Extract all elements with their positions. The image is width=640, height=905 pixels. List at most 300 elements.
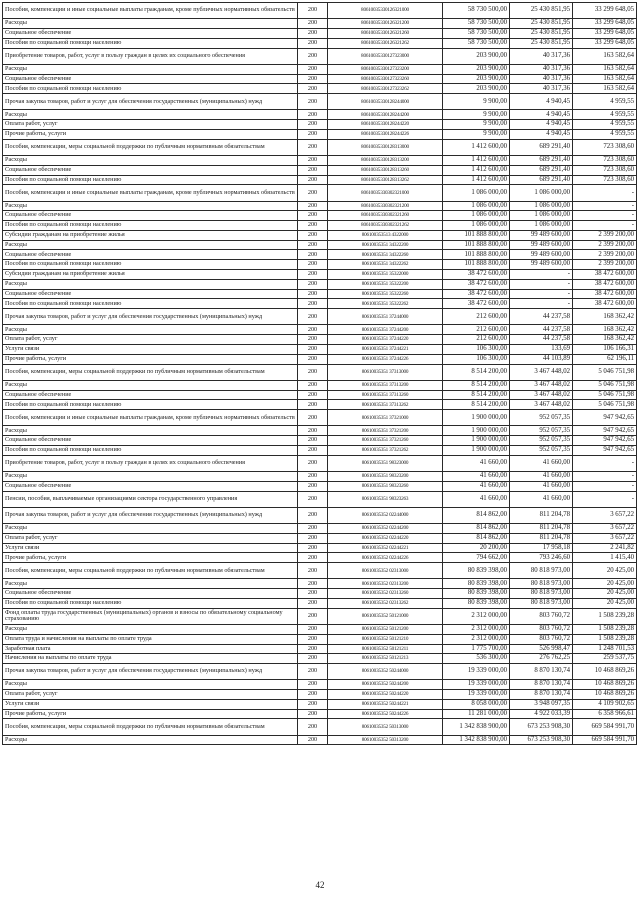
row-code-cell: 200 xyxy=(298,155,328,165)
row-approved-cell: 1 086 000,00 xyxy=(443,185,510,201)
row-executed-cell: 99 489 600,00 xyxy=(510,260,573,270)
row-code-cell: 200 xyxy=(298,507,328,523)
row-name-cell: Расходы xyxy=(3,735,298,745)
row-executed-cell: 8 870 130,74 xyxy=(510,664,573,680)
row-approved-cell: 1 412 600,00 xyxy=(443,175,510,185)
row-name-cell: Пособия по социальной помощи населению xyxy=(3,221,298,231)
row-remaining-cell: 2 399 200,00 xyxy=(573,260,637,270)
table-row xyxy=(3,579,637,589)
table-row xyxy=(3,664,637,680)
row-remaining-cell: 163 582,64 xyxy=(573,48,637,64)
row-executed-cell: 689 291,40 xyxy=(510,139,573,155)
row-code-cell: 200 xyxy=(298,390,328,400)
row-name-cell: Расходы xyxy=(3,279,298,289)
table-row xyxy=(3,240,637,250)
row-remaining-cell: 4 959,55 xyxy=(573,120,637,130)
row-name-cell: Социальное обеспечение xyxy=(3,211,298,221)
table-row xyxy=(3,654,637,664)
row-code-cell: 200 xyxy=(298,533,328,543)
row-remaining-cell: 38 472 600,00 xyxy=(573,299,637,309)
row-approved-cell: 80 839 398,00 xyxy=(443,598,510,608)
row-executed-cell: 952 057,35 xyxy=(510,426,573,436)
table-row xyxy=(3,270,637,280)
table-row xyxy=(3,680,637,690)
table-row xyxy=(3,221,637,231)
row-executed-cell: 41 660,00 xyxy=(510,455,573,471)
table-row xyxy=(3,634,637,644)
row-remaining-cell: 1 415,40 xyxy=(573,553,637,563)
row-name-cell: Прочая закупка товаров, работ и услуг для обеспечения государственных (муниципальных) нужд xyxy=(3,664,298,680)
row-approved-cell: 9 900,00 xyxy=(443,94,510,110)
row-name-cell: Социальное обеспечение xyxy=(3,390,298,400)
row-code-cell: 200 xyxy=(298,553,328,563)
table-row xyxy=(3,589,637,599)
row-remaining-cell: 723 308,60 xyxy=(573,155,637,165)
row-remaining-cell: 168 362,42 xyxy=(573,325,637,335)
row-name-cell: Пенсии, пособия, выплачиваемые организациями сектора государственного управления xyxy=(3,491,298,507)
table-row xyxy=(3,335,637,345)
table-row xyxy=(3,523,637,533)
table-row xyxy=(3,74,637,84)
row-code-cell: 200 xyxy=(298,175,328,185)
row-approved-cell: 41 660,00 xyxy=(443,471,510,481)
row-remaining-cell: 2 399 200,00 xyxy=(573,230,637,240)
row-remaining-cell: 5 046 751,98 xyxy=(573,364,637,380)
table-row xyxy=(3,250,637,260)
table-row xyxy=(3,345,637,355)
row-kbk-cell: 80610035330128313260 xyxy=(328,165,443,175)
row-approved-cell: 38 472 600,00 xyxy=(443,270,510,280)
row-kbk-cell: 80610035352 02244221 xyxy=(328,543,443,553)
row-kbk-cell: 80610035351 37244000 xyxy=(328,309,443,325)
row-remaining-cell: 20 425,00 xyxy=(573,598,637,608)
row-name-cell: Оплата работ, услуг xyxy=(3,120,298,130)
row-executed-cell: 4 940,45 xyxy=(510,129,573,139)
row-executed-cell: 673 253 908,30 xyxy=(510,719,573,735)
row-code-cell: 200 xyxy=(298,325,328,335)
table-row xyxy=(3,699,637,709)
row-remaining-cell: 4 959,55 xyxy=(573,110,637,120)
row-code-cell: 200 xyxy=(298,719,328,735)
row-name-cell: Оплата труда и начисления на выплаты по оплате труда xyxy=(3,634,298,644)
row-executed-cell: 276 762,25 xyxy=(510,654,573,664)
row-remaining-cell: - xyxy=(573,211,637,221)
row-remaining-cell: 947 942,65 xyxy=(573,410,637,426)
row-code-cell: 200 xyxy=(298,589,328,599)
row-code-cell: 200 xyxy=(298,523,328,533)
row-approved-cell: 203 900,00 xyxy=(443,64,510,74)
row-executed-cell: 803 760,72 xyxy=(510,608,573,624)
row-code-cell: 200 xyxy=(298,598,328,608)
row-executed-cell: 25 430 851,95 xyxy=(510,19,573,29)
row-code-cell: 200 xyxy=(298,120,328,130)
table-row xyxy=(3,563,637,579)
row-code-cell: 200 xyxy=(298,289,328,299)
row-executed-cell: 4 940,45 xyxy=(510,120,573,130)
row-kbk-cell: 80610035352 50313200 xyxy=(328,735,443,745)
row-code-cell: 200 xyxy=(298,260,328,270)
row-remaining-cell: 106 166,31 xyxy=(573,345,637,355)
row-executed-cell: 80 818 973,00 xyxy=(510,563,573,579)
row-code-cell: 200 xyxy=(298,165,328,175)
row-kbk-cell: 80610035330127323260 xyxy=(328,74,443,84)
row-executed-cell: 3 467 448,02 xyxy=(510,400,573,410)
row-code-cell: 200 xyxy=(298,471,328,481)
row-remaining-cell: 3 657,22 xyxy=(573,533,637,543)
row-remaining-cell: 669 584 991,70 xyxy=(573,735,637,745)
row-kbk-cell: 80610035352 02313260 xyxy=(328,589,443,599)
row-code-cell: 200 xyxy=(298,185,328,201)
row-remaining-cell: 20 425,00 xyxy=(573,563,637,579)
row-name-cell: Социальное обеспечение xyxy=(3,481,298,491)
row-approved-cell: 8 514 200,00 xyxy=(443,390,510,400)
row-approved-cell: 814 862,00 xyxy=(443,523,510,533)
row-executed-cell: 40 317,36 xyxy=(510,74,573,84)
row-kbk-cell: 80610035330128244200 xyxy=(328,110,443,120)
row-code-cell: 200 xyxy=(298,48,328,64)
row-name-cell: Пособия, компенсации, меры социальной поддержки по публичным нормативным обязательствам xyxy=(3,139,298,155)
row-name-cell: Расходы xyxy=(3,64,298,74)
row-kbk-cell: 80610035351 37321260 xyxy=(328,436,443,446)
row-name-cell: Оплата работ, услуг xyxy=(3,690,298,700)
row-approved-cell: 1 086 000,00 xyxy=(443,211,510,221)
row-kbk-cell: 80610035351 37321200 xyxy=(328,426,443,436)
row-name-cell: Социальное обеспечение xyxy=(3,74,298,84)
row-remaining-cell: 1 248 701,53 xyxy=(573,644,637,654)
row-code-cell: 200 xyxy=(298,680,328,690)
row-remaining-cell: - xyxy=(573,455,637,471)
row-kbk-cell: 80610035330126321260 xyxy=(328,28,443,38)
table-row xyxy=(3,390,637,400)
row-name-cell: Субсидии гражданам на приобретение жилья xyxy=(3,270,298,280)
row-executed-cell: 803 760,72 xyxy=(510,634,573,644)
table-row xyxy=(3,48,637,64)
row-kbk-cell: 80610035330127323200 xyxy=(328,64,443,74)
row-remaining-cell: 723 308,60 xyxy=(573,165,637,175)
row-code-cell: 200 xyxy=(298,380,328,390)
row-remaining-cell: 163 582,64 xyxy=(573,64,637,74)
row-approved-cell: 212 600,00 xyxy=(443,335,510,345)
row-remaining-cell: 1 508 239,28 xyxy=(573,634,637,644)
row-name-cell: Услуги связи xyxy=(3,543,298,553)
row-kbk-cell: 80610035352 50121211 xyxy=(328,644,443,654)
row-kbk-cell: 80610035352 50121210 xyxy=(328,634,443,644)
row-kbk-cell: 80610035352 02244226 xyxy=(328,553,443,563)
row-executed-cell: 41 660,00 xyxy=(510,491,573,507)
row-approved-cell: 8 514 200,00 xyxy=(443,400,510,410)
row-approved-cell: 1 900 000,00 xyxy=(443,436,510,446)
row-kbk-cell: 80610035351 37321262 xyxy=(328,446,443,456)
row-name-cell: Прочие работы, услуги xyxy=(3,129,298,139)
row-remaining-cell: 723 308,60 xyxy=(573,139,637,155)
row-approved-cell: 38 472 600,00 xyxy=(443,289,510,299)
table-row xyxy=(3,289,637,299)
table-row xyxy=(3,309,637,325)
row-remaining-cell: 33 299 648,05 xyxy=(573,38,637,48)
row-executed-cell: 689 291,40 xyxy=(510,165,573,175)
row-name-cell: Расходы xyxy=(3,680,298,690)
row-kbk-cell: 80610035330128244226 xyxy=(328,129,443,139)
table-row xyxy=(3,299,637,309)
row-kbk-cell: 80610035352 50244221 xyxy=(328,699,443,709)
row-approved-cell: 8 514 200,00 xyxy=(443,364,510,380)
row-approved-cell: 814 862,00 xyxy=(443,507,510,523)
row-code-cell: 200 xyxy=(298,634,328,644)
row-name-cell: Социальное обеспечение xyxy=(3,436,298,446)
row-executed-cell: 44 237,58 xyxy=(510,309,573,325)
row-approved-cell: 1 900 000,00 xyxy=(443,410,510,426)
row-remaining-cell: 4 109 902,65 xyxy=(573,699,637,709)
row-kbk-cell: 80610035351 98323263 xyxy=(328,491,443,507)
table-row xyxy=(3,624,637,634)
row-remaining-cell: 947 942,65 xyxy=(573,436,637,446)
row-executed-cell: 1 086 000,00 xyxy=(510,201,573,211)
row-name-cell: Услуги связи xyxy=(3,345,298,355)
row-approved-cell: 80 839 398,00 xyxy=(443,589,510,599)
row-code-cell: 200 xyxy=(298,270,328,280)
table-row xyxy=(3,230,637,240)
row-remaining-cell: 38 472 600,00 xyxy=(573,270,637,280)
row-executed-cell: 44 103,89 xyxy=(510,354,573,364)
row-name-cell: Расходы xyxy=(3,240,298,250)
row-name-cell: Расходы xyxy=(3,325,298,335)
table-row xyxy=(3,491,637,507)
table-row xyxy=(3,94,637,110)
row-executed-cell: 4 922 033,39 xyxy=(510,709,573,719)
row-kbk-cell: 80610035330302321262 xyxy=(328,221,443,231)
row-approved-cell: 19 339 000,00 xyxy=(443,690,510,700)
expenses-table xyxy=(2,2,637,745)
row-kbk-cell: 80610035351 98323200 xyxy=(328,471,443,481)
table-row xyxy=(3,139,637,155)
row-name-cell: Прочая закупка товаров, работ и услуг для обеспечения государственных (муниципальных) нужд xyxy=(3,507,298,523)
row-code-cell: 200 xyxy=(298,345,328,355)
row-code-cell: 200 xyxy=(298,455,328,471)
row-executed-cell: 41 660,00 xyxy=(510,481,573,491)
row-approved-cell: 1 900 000,00 xyxy=(443,446,510,456)
row-approved-cell: 1 900 000,00 xyxy=(443,426,510,436)
row-name-cell: Социальное обеспечение xyxy=(3,289,298,299)
row-code-cell: 200 xyxy=(298,64,328,74)
row-code-cell: 200 xyxy=(298,28,328,38)
row-kbk-cell: 80610035330126321000 xyxy=(328,3,443,19)
row-code-cell: 200 xyxy=(298,94,328,110)
row-name-cell: Расходы xyxy=(3,201,298,211)
row-kbk-cell: 80610035351 98323260 xyxy=(328,481,443,491)
table-row xyxy=(3,455,637,471)
row-remaining-cell: 5 046 751,98 xyxy=(573,390,637,400)
row-name-cell: Пособия, компенсации и иные социальные выплаты гражданам, кроме публичных нормативных обязательств xyxy=(3,410,298,426)
table-row xyxy=(3,426,637,436)
row-executed-cell: - xyxy=(510,279,573,289)
row-approved-cell: 9 900,00 xyxy=(443,110,510,120)
row-name-cell: Пособия, компенсации, меры социальной поддержки по публичным нормативным обязательствам xyxy=(3,364,298,380)
row-remaining-cell: 723 308,60 xyxy=(573,175,637,185)
row-approved-cell: 2 312 000,00 xyxy=(443,634,510,644)
row-executed-cell: 3 948 097,35 xyxy=(510,699,573,709)
row-kbk-cell: 80610035351 37313000 xyxy=(328,364,443,380)
row-executed-cell: 40 317,36 xyxy=(510,64,573,74)
table-row xyxy=(3,481,637,491)
row-name-cell: Социальное обеспечение xyxy=(3,28,298,38)
row-remaining-cell: 62 196,11 xyxy=(573,354,637,364)
row-executed-cell: 40 317,36 xyxy=(510,84,573,94)
row-approved-cell: 11 281 000,00 xyxy=(443,709,510,719)
row-approved-cell: 536 300,00 xyxy=(443,654,510,664)
table-row xyxy=(3,211,637,221)
table-row xyxy=(3,400,637,410)
row-code-cell: 200 xyxy=(298,624,328,634)
row-kbk-cell: 80610035351 35322262 xyxy=(328,299,443,309)
row-name-cell: Пособия по социальной помощи населению xyxy=(3,446,298,456)
row-name-cell: Социальное обеспечение xyxy=(3,589,298,599)
row-executed-cell: 793 246,60 xyxy=(510,553,573,563)
row-code-cell: 200 xyxy=(298,446,328,456)
table-row xyxy=(3,553,637,563)
table-row xyxy=(3,175,637,185)
row-approved-cell: 58 730 500,00 xyxy=(443,28,510,38)
row-name-cell: Приобретение товаров, работ, услуг в пользу граждан в целях их социального обеспечения xyxy=(3,48,298,64)
row-remaining-cell: 33 299 648,05 xyxy=(573,3,637,19)
table-row xyxy=(3,38,637,48)
row-remaining-cell: 947 942,65 xyxy=(573,446,637,456)
row-executed-cell: 8 870 130,74 xyxy=(510,690,573,700)
row-name-cell: Пособия по социальной помощи населению xyxy=(3,84,298,94)
table-row xyxy=(3,354,637,364)
row-executed-cell: - xyxy=(510,289,573,299)
row-name-cell: Прочие работы, услуги xyxy=(3,709,298,719)
row-code-cell: 200 xyxy=(298,221,328,231)
row-kbk-cell: 80610035352 02244220 xyxy=(328,533,443,543)
table-row xyxy=(3,380,637,390)
row-remaining-cell: 259 537,75 xyxy=(573,654,637,664)
row-executed-cell: 3 467 448,02 xyxy=(510,364,573,380)
row-approved-cell: 1 412 600,00 xyxy=(443,165,510,175)
row-code-cell: 200 xyxy=(298,335,328,345)
row-approved-cell: 41 660,00 xyxy=(443,455,510,471)
page-number: 42 xyxy=(315,880,325,890)
row-executed-cell: 1 086 000,00 xyxy=(510,221,573,231)
row-code-cell: 200 xyxy=(298,279,328,289)
row-executed-cell: 80 818 973,00 xyxy=(510,579,573,589)
row-kbk-cell: 80610035352 50244000 xyxy=(328,664,443,680)
row-approved-cell: 9 900,00 xyxy=(443,129,510,139)
row-kbk-cell: 80610035351 37244221 xyxy=(328,345,443,355)
row-name-cell: Пособия по социальной помощи населению xyxy=(3,175,298,185)
row-approved-cell: 1 775 700,00 xyxy=(443,644,510,654)
row-kbk-cell: 80610035351 35322260 xyxy=(328,289,443,299)
row-kbk-cell: 80610035330126321200 xyxy=(328,19,443,29)
row-remaining-cell: 168 362,42 xyxy=(573,335,637,345)
row-approved-cell: 19 339 000,00 xyxy=(443,664,510,680)
row-executed-cell: - xyxy=(510,299,573,309)
row-executed-cell: 689 291,40 xyxy=(510,175,573,185)
row-code-cell: 200 xyxy=(298,38,328,48)
row-executed-cell: 99 489 600,00 xyxy=(510,250,573,260)
row-executed-cell: 3 467 448,02 xyxy=(510,390,573,400)
row-approved-cell: 101 888 800,00 xyxy=(443,240,510,250)
row-executed-cell: 44 237,58 xyxy=(510,325,573,335)
row-kbk-cell: 80610035352 02244200 xyxy=(328,523,443,533)
row-code-cell: 200 xyxy=(298,240,328,250)
table-row xyxy=(3,120,637,130)
table-row xyxy=(3,410,637,426)
row-name-cell: Пособия по социальной помощи населению xyxy=(3,38,298,48)
table-row xyxy=(3,28,637,38)
table-row xyxy=(3,165,637,175)
table-row xyxy=(3,19,637,29)
row-kbk-cell: 80610035330302321260 xyxy=(328,211,443,221)
row-remaining-cell: 4 959,55 xyxy=(573,129,637,139)
row-name-cell: Расходы xyxy=(3,426,298,436)
row-approved-cell: 203 900,00 xyxy=(443,48,510,64)
row-executed-cell: 25 430 851,95 xyxy=(510,38,573,48)
row-code-cell: 200 xyxy=(298,690,328,700)
row-code-cell: 200 xyxy=(298,563,328,579)
row-code-cell: 200 xyxy=(298,19,328,29)
table-row xyxy=(3,446,637,456)
row-code-cell: 200 xyxy=(298,735,328,745)
row-remaining-cell: - xyxy=(573,185,637,201)
row-name-cell: Пособия, компенсации, меры социальной поддержки по публичным нормативным обязательствам xyxy=(3,719,298,735)
row-name-cell: Пособия, компенсации и иные социальные выплаты гражданам, кроме публичных нормативных обязательств xyxy=(3,185,298,201)
table-row xyxy=(3,735,637,745)
row-kbk-cell: 80610035330128244000 xyxy=(328,94,443,110)
row-code-cell: 200 xyxy=(298,410,328,426)
row-executed-cell: 133,69 xyxy=(510,345,573,355)
row-kbk-cell: 80610035352 02313000 xyxy=(328,563,443,579)
row-code-cell: 200 xyxy=(298,608,328,624)
row-code-cell: 200 xyxy=(298,644,328,654)
row-kbk-cell: 80610035351 98323000 xyxy=(328,455,443,471)
row-remaining-cell: - xyxy=(573,491,637,507)
row-executed-cell: 40 317,36 xyxy=(510,48,573,64)
row-code-cell: 200 xyxy=(298,250,328,260)
row-name-cell: Прочие работы, услуги xyxy=(3,553,298,563)
table-row xyxy=(3,3,637,19)
expenses-table-body xyxy=(3,3,637,745)
row-executed-cell: 526 998,47 xyxy=(510,644,573,654)
row-approved-cell: 101 888 800,00 xyxy=(443,230,510,240)
row-approved-cell: 20 200,00 xyxy=(443,543,510,553)
table-row xyxy=(3,598,637,608)
row-name-cell: Прочая закупка товаров, работ и услуг для обеспечения государственных (муниципальных) нужд xyxy=(3,309,298,325)
row-executed-cell: 80 818 973,00 xyxy=(510,589,573,599)
report-sheet xyxy=(2,2,636,745)
row-kbk-cell: 80610035351 37313200 xyxy=(328,380,443,390)
table-row xyxy=(3,279,637,289)
row-kbk-cell: 80610035351 37244220 xyxy=(328,335,443,345)
row-remaining-cell: 10 468 869,26 xyxy=(573,680,637,690)
row-remaining-cell: 3 657,22 xyxy=(573,523,637,533)
row-approved-cell: 38 472 600,00 xyxy=(443,279,510,289)
row-remaining-cell: 38 472 600,00 xyxy=(573,289,637,299)
row-name-cell: Расходы xyxy=(3,624,298,634)
row-remaining-cell: 33 299 648,05 xyxy=(573,28,637,38)
row-name-cell: Начисления на выплаты по оплате труда xyxy=(3,654,298,664)
row-executed-cell: 811 204,78 xyxy=(510,523,573,533)
row-name-cell: Расходы xyxy=(3,523,298,533)
row-approved-cell: 2 312 000,00 xyxy=(443,608,510,624)
row-remaining-cell: 947 942,65 xyxy=(573,426,637,436)
row-kbk-cell: 80610035330128244220 xyxy=(328,120,443,130)
row-kbk-cell: 80610035351 34322260 xyxy=(328,250,443,260)
row-kbk-cell: 80610035352 02313200 xyxy=(328,579,443,589)
row-code-cell: 200 xyxy=(298,364,328,380)
row-approved-cell: 1 412 600,00 xyxy=(443,155,510,165)
row-kbk-cell: 80610035330128313262 xyxy=(328,175,443,185)
table-row xyxy=(3,471,637,481)
